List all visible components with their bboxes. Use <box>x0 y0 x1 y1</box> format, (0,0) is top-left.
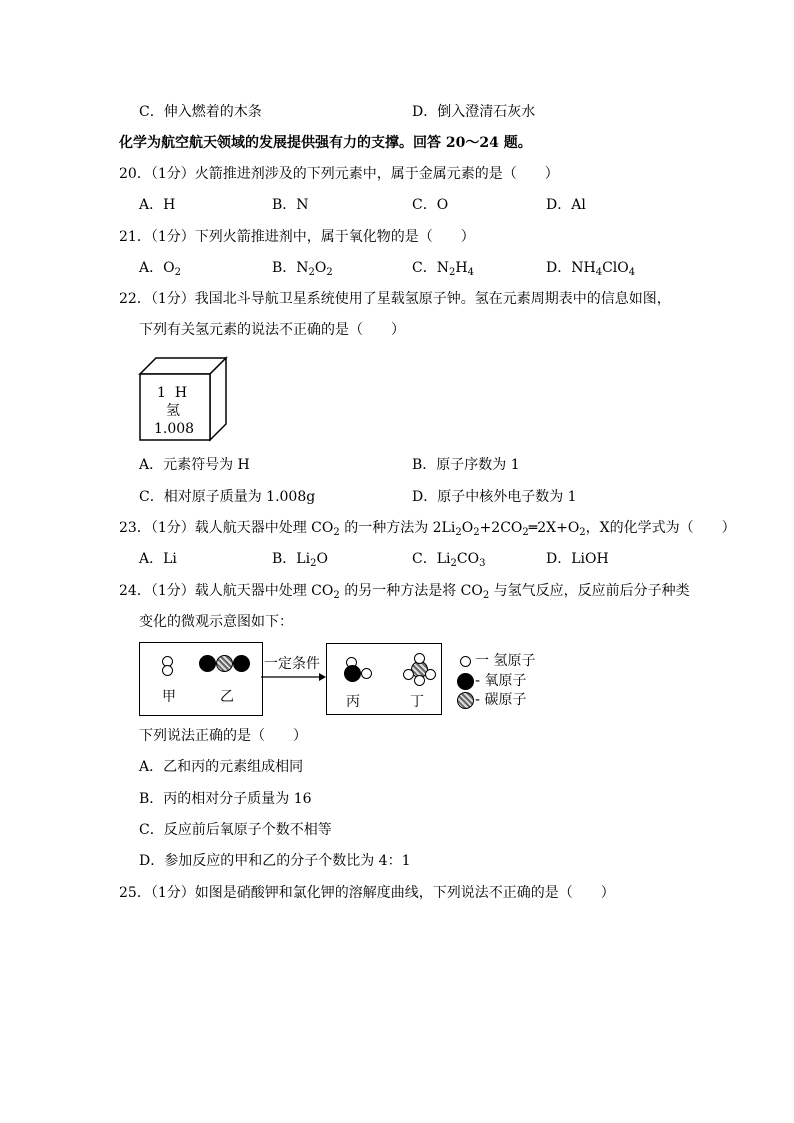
q22-option-c: C．相对原子质量为 1.008g <box>139 489 316 505</box>
legend-hydrogen-label: 一 氢原子 <box>475 653 536 669</box>
q23-stem: 23．（1分）载人航天器中处理 $CO_2$ 的一种方法为 $2Li_2O_2+2CO_2═2X+O_2$，X的化学式为（ ） <box>119 520 736 538</box>
q20-option-b: B．N <box>272 197 309 213</box>
element-number-symbol <box>157 384 187 402</box>
q20-stem: 20．（1分）火箭推进剂涉及的下列元素中，属于金属元素的是（ ） <box>119 166 559 182</box>
q24-prompt: 下列说法正确的是（ ） <box>139 728 307 744</box>
label-jia: 甲 <box>162 689 176 705</box>
q23-option-d: D．LiOH <box>546 551 609 567</box>
reactants-box <box>139 642 263 716</box>
q20-option-d: D．Al <box>546 197 586 213</box>
ch4-hydrogen-right <box>425 669 436 680</box>
h2o-hydrogen-right <box>361 668 372 679</box>
q21-option-d: D．$NH_4ClO_4$ <box>546 260 636 278</box>
element-mass: 1.008 <box>154 421 195 437</box>
q21-stem: 21．（1分）下列火箭推进剂中，属于氧化物的是（ ） <box>119 229 475 245</box>
label-yi: 乙 <box>220 689 234 705</box>
legend-hydrogen-icon <box>460 656 471 667</box>
ch4-hydrogen-left <box>403 669 414 680</box>
q25-stem: 25．（1分）如图是硝酸钾和氯化钾的溶解度曲线，下列说法不正确的是（ ） <box>119 885 615 901</box>
q22-option-d: D．原子中核外电子数为 1 <box>412 489 577 505</box>
co2-carbon <box>216 655 233 672</box>
q24-option-c: C．反应前后氧原子个数不相等 <box>139 822 332 838</box>
q19-option-d: D．倒入澄清石灰水 <box>412 104 536 120</box>
q21-option-b: B．$N_2O_2$ <box>272 260 333 278</box>
label-ding: 丁 <box>410 694 424 710</box>
q24-option-a: A．乙和丙的元素组成相同 <box>139 759 304 775</box>
q24-stem-line1: 24．（1分）载人航天器中处理 $CO_2$ 的另一种方法是将 $CO_2$ 与氢气反应，反应前后分子种类 <box>119 583 690 601</box>
q22-option-b: B．原子序数为 1 <box>412 457 520 473</box>
section-heading: 化学为航空航天领域的发展提供强有力的支撑。回答 20～24 题。 <box>119 135 532 151</box>
ch4-hydrogen-bottom <box>414 675 425 686</box>
q24-option-b: B．丙的相对分子质量为 16 <box>139 791 312 807</box>
q24-stem-line2: 变化的微观示意图如下： <box>139 614 293 630</box>
q23-option-b: B．$Li_2O$ <box>272 551 328 569</box>
legend-oxygen-icon <box>457 673 474 690</box>
reaction-arrow <box>261 672 327 682</box>
legend-carbon-icon <box>457 692 474 709</box>
q22-option-a: A．元素符号为 H <box>139 457 250 473</box>
co2-oxygen-right <box>233 655 250 672</box>
legend-carbon-label: - 碳原子 <box>475 692 527 708</box>
q22-stem-line2: 下列有关氢元素的说法不正确的是（ ） <box>139 322 405 338</box>
h2-atom-bottom <box>162 665 173 676</box>
label-bing: 丙 <box>346 694 360 710</box>
legend-oxygen-label: - 氧原子 <box>475 673 527 689</box>
element-symbol: H <box>174 385 188 401</box>
q22-stem-line1: 22．（1分）我国北斗导航卫星系统使用了星载氢原子钟。氢在元素周期表中的信息如图， <box>119 291 671 307</box>
ch4-hydrogen-top <box>414 653 425 664</box>
reaction-condition: 一定条件 <box>264 656 320 672</box>
element-name: 氢 <box>166 403 180 419</box>
q23-option-c: C．$Li_2CO_3$ <box>412 551 486 569</box>
q23-option-a: A．Li <box>139 551 177 567</box>
co2-oxygen-left <box>199 655 216 672</box>
q20-option-a: A．H <box>139 197 176 213</box>
q19-option-c: C．伸入燃着的木条 <box>139 104 262 120</box>
element-number: 1 <box>157 385 166 401</box>
q24-option-d: D．参加反应的甲和乙的分子个数比为 4：1 <box>139 853 411 869</box>
h2o-oxygen <box>344 665 361 682</box>
q21-option-a: A．$O_2$ <box>139 260 181 278</box>
q21-option-c: C．$N_2H_4$ <box>412 260 474 278</box>
q20-option-c: C．O <box>412 197 449 213</box>
